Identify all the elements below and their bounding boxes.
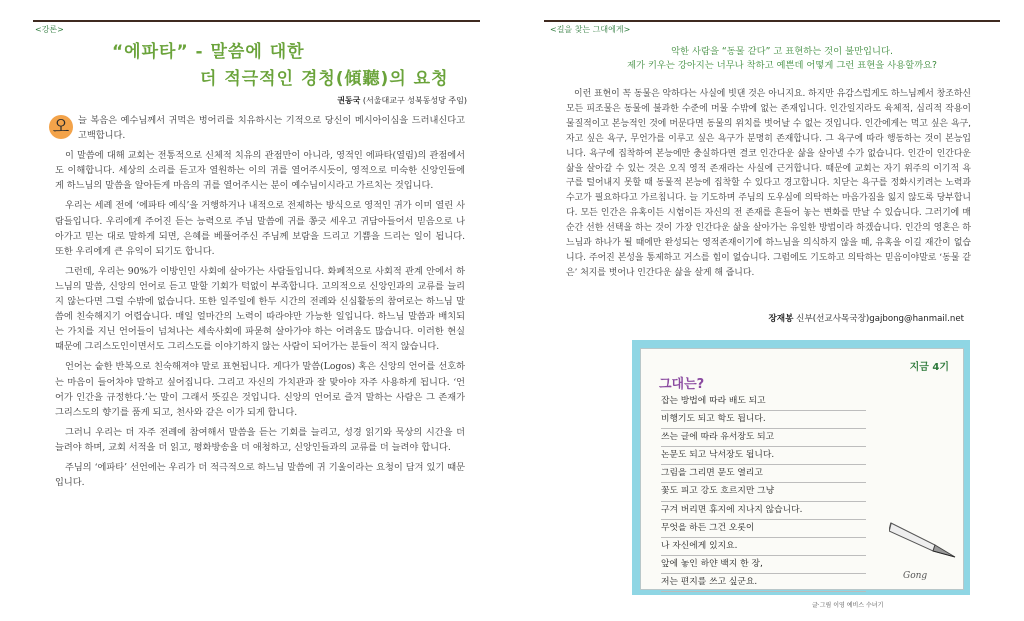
poem-line: 그림을 그리면 문도 열리고 bbox=[661, 465, 866, 483]
byline-name: 장재봉 bbox=[768, 314, 794, 324]
paragraph: 우리는 세례 전에 ‘에파타 예식’을 거행하거나 내적으로 전제하는 방식으로 영적인 귀가 이미 열린 사람들입니다. 우리에게 주어진 듣는 능력으로 주님 말씀에 귀를 쫑긋 세우고 귀담아들어서 믿음으로 나아가고 믿는 대로 말하게 되면, 은혜를 베풀어주신 주님께 보람을 드리고 기쁨을 드리는 일이 됩니다. 또한 우리에게 큰 유익이 되기도 합니다. bbox=[55, 200, 465, 257]
poem-title: 그대는? bbox=[659, 377, 705, 392]
answer-byline bbox=[769, 312, 965, 324]
paragraph: 그러니 우리는 더 자주 전례에 참여해서 말씀을 듣는 기회를 늘리고, 성경 읽기와 묵상의 시간을 더 늘려야 하며, 교회 서적을 더 읽고, 평화방송을 더 애청하고, 신앙인들과의 교류를 더 늘려야 합니다. bbox=[55, 426, 465, 453]
article-title-line1: “에파타” - 말씀에 대한 bbox=[112, 42, 305, 62]
poem-line: 앞에 놓인 하얀 백지 한 장, bbox=[661, 556, 866, 574]
paragraph: 언어는 숱한 반복으로 친숙해져야 말로 표현됩니다. 게다가 말씀(Logos) 혹은 신앙의 언어를 선호하는 마음이 들어차야 말하고 싶어집니다. 그리고 자신의 가치관과 잘 맞아야 자주 사용하게 됩니다. ‘언어가 인간을 규정한다.’는 말이 그래서 뜻깊은 것입니다. 신앙의 언어로 즐겨 말하는 사람은 그 존재가 그리스도의 향기를 품게 되고, 천사와 같은 이가 되게 합니다. bbox=[55, 361, 465, 418]
poem-line: 비행기도 되고 학도 됩니다. bbox=[661, 411, 866, 429]
paragraph: 이 말씀에 대해 교회는 전통적으로 신체적 치유의 관점만이 아니라, 영적인 에파타(열림)의 관점에서도 이해합니다. 세상의 소리를 듣고자 열원하는 이의 귀를 열어주시듯이, 영적으로 미숙한 신앙인들에게 하느님의 말씀을 알아듣게 마음의 귀를 열어주시는 분이 예수님이시라고 가르치는 것입니다. bbox=[55, 150, 465, 192]
poem-line: 무엇을 하든 그건 오롯이 bbox=[661, 520, 866, 538]
paragraph bbox=[52, 113, 465, 143]
dropcap-badge: 오 bbox=[49, 115, 73, 139]
right-page bbox=[512, 0, 1024, 621]
question-intro bbox=[607, 45, 957, 73]
paragraph: 주님의 ‘에파타’ 선언에는 우리가 더 적극적으로 하느님 말씀에 귀 기울이라는 요청이 담겨 있기 때문입니다. bbox=[55, 461, 465, 489]
section-tag-left: <강론> bbox=[35, 25, 64, 34]
top-rule-right bbox=[544, 20, 1000, 22]
question-line-2: 제가 키우는 강아지는 너무나 착하고 예쁜데 어떻게 그런 표현을 사용할까요? bbox=[627, 60, 937, 71]
fountain-pen-icon bbox=[889, 509, 959, 569]
top-rule-left bbox=[33, 20, 480, 22]
poem-line: 구겨 버리면 휴지에 지나지 않습니다. bbox=[661, 502, 866, 520]
paragraph-text: 늘 복음은 예수님께서 귀먹은 벙어리를 치유하시는 기적으로 당신이 메시아이심을 드러내신다고 고백합니다. bbox=[78, 115, 465, 142]
poem-line: 쓰는 글에 따라 유서장도 되고 bbox=[661, 429, 866, 447]
illustration-caption: 글·그림 이영 예비스 수녀기 bbox=[812, 602, 884, 609]
byline-role: 신부(선교사목국장) bbox=[793, 314, 870, 324]
article-title-line2: 더 적극적인 경청(傾聽)의 요청 bbox=[200, 69, 449, 89]
poem-top-label: 지금 4기 bbox=[909, 362, 949, 373]
article-body bbox=[52, 113, 465, 495]
answer-body: 이런 표현이 꼭 동물은 악하다는 사실에 빗댄 것은 아니지요. 하지만 유감스럽게도 하느님께서 창조하신 모든 피조물은 동물에 불과한 수준에 머물 수밖에 없는 존재입니다. 인간일지라도 육체적, 심리적 작용이 물질적이고 본능적인 것에 머문다면 동물의 위치를 벗어날 수 없는 것입니다. 인간에게는 먹고 싶은 욕구, 자고 싶은 욕구, 무언가를 이루고 싶은 욕구가 분명히 존재합니다. 그 욕구에 따라 행동하는 것이 본능입니다. 욕구에 집착하여 본능에만 충실하다면 결코 인간다운 삶을 살아낼 수가 없습니다. 인간이 인간다운 삶을 살아갈 수 있는 것은 오직 영적 존재라는 사실에 근거합니다. 때문에 교회는 자기 위주의 이기적 욕구를 털어내지 못할 때 동물적 본능에 집착할 수 있다고 경고합니다. 치닫는 욕구를 정화시키려는 노력과 수고가 필요하다고 가르칩니다. 늘 기도하며 주님의 도우심에 의탁하는 마음가짐을 잃지 않도록 당부합니다. 모든 인간은 유혹이든 시험이든 자신의 전 존재를 흔들어 놓는 변화를 만날 수 있습니다. 그러기에 매 순간 선한 선택을 하는 것이 가장 인간다운 삶을 살아가는 유일한 방법이라 하겠습니다. 인간의 영혼은 하느님과 하나가 될 때에만 완성되는 영적존재이기에 하느님을 의식하지 않을 때, 유혹을 이길 재간이 없습니다. 주어진 본성을 통제하고 거스를 힘이 없습니다. 그럼에도 기도하고 의탁하는 믿음이야말로 ‘동물 같은’ 처지를 벗어나 인간다운 삶을 살게 해 줍니다. bbox=[566, 89, 971, 278]
paragraph: 그런데, 우리는 90%가 이방인인 사회에 살아가는 사람들입니다. 화폐적으로 사회적 관계 안에서 하느님의 말씀, 신앙의 언어로 듣고 말할 기회가 턱없이 부족합니다. 고의적으로 신앙인과의 교류를 늘리지 않는다면 그럴 수밖에 없습니다. 또한 일주일에 한두 시간의 전례와 신심활동의 참여로는 하느님 말씀에 친숙해지기 어렵습니다. 매일 얼마간의 노력이 따라야만 가능한 일입니다. 하느님 말씀과 배치되는 가치를 지닌 언어들이 넘쳐나는 세속사회에 파묻혀 살아가야 하는 어려움도 많습니다. 이러한 현실 때문에 그리스도인이면서도 그리스도를 이야기하지 않는 사람이 되어가는 분들이 적지 않습니다. bbox=[55, 265, 465, 353]
poem-line: 꽃도 피고 강도 흐르지만 그냥 bbox=[661, 483, 866, 501]
byline-email[interactable]: gajbong@hanmail.net bbox=[869, 314, 964, 324]
author-name: 권동국 bbox=[337, 96, 361, 105]
section-tag-right: <길을 찾는 그대에게> bbox=[550, 25, 631, 34]
author-role: (서울대교구 성북동성당 주임) bbox=[360, 96, 467, 105]
question-line-1: 악한 사람을 “동물 같다” 고 표현하는 것이 불만입니다. bbox=[671, 46, 893, 57]
poem-line: 나 자신에게 있지요. bbox=[661, 538, 866, 556]
poem-lines bbox=[661, 393, 866, 592]
article-byline bbox=[337, 95, 467, 106]
poem-line: 논문도 되고 낙서장도 됩니다. bbox=[661, 447, 866, 465]
poem-line: 저는 편지를 쓰고 싶군요. bbox=[661, 574, 866, 592]
poem-paper bbox=[640, 348, 964, 590]
poem-line: 잡는 방법에 따라 배도 되고 bbox=[661, 393, 866, 411]
poem-frame bbox=[632, 340, 970, 595]
illustrator-signature: Gong bbox=[903, 571, 928, 581]
